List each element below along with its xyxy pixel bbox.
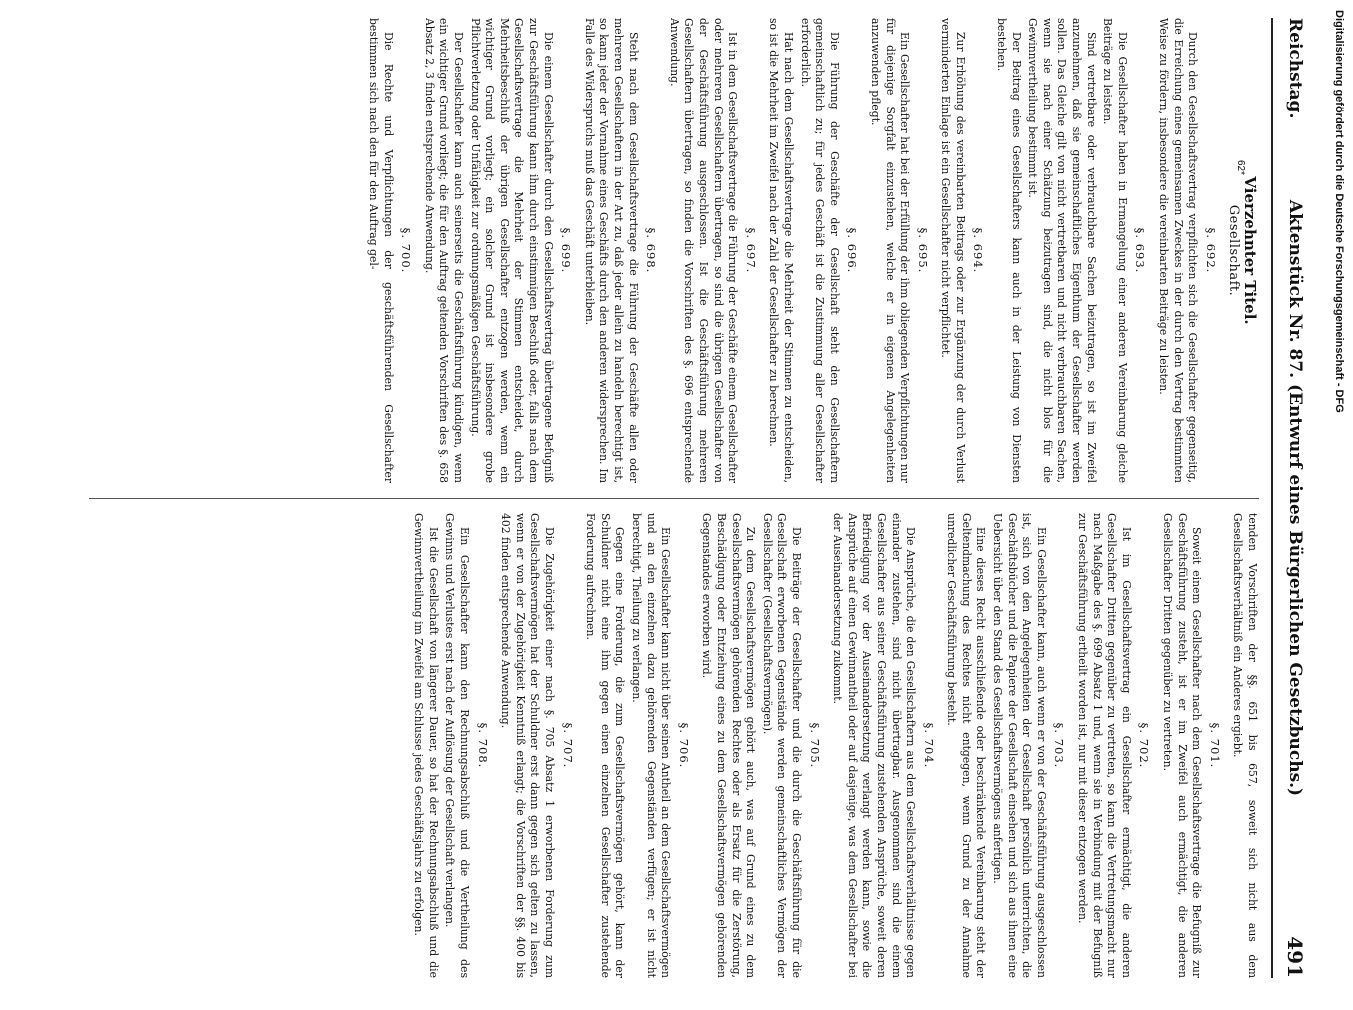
section-heading: §. 693. [1133, 227, 1148, 274]
section-heading: §. 704. [921, 722, 936, 769]
section-heading: §. 695. [915, 227, 930, 274]
paragraph: Soweit einem Gesellschafter nach dem Gesellschaftsvertrage die Befugniß zur Geschäftsführung zusteht, ist er im Zweifel auch ermächtigt, die anderen Gesellschafter Dritten gegenüber zu vertreten. [1161, 513, 1204, 978]
running-header [1275, 18, 1315, 978]
section-heading: §. 696. [845, 227, 860, 274]
paragraph: Ist die Gesellschaft von längerer Dauer, so hat der Rechnungsabschluß und die Gewinnvertheilung im Zweifel am Schlusse jedes Geschäftsjahrs zu erfolgen. [412, 513, 440, 978]
left-column [79, 18, 1259, 483]
paragraph: Durch den Gesellschaftsvertrag verpflichten sich die Gesellschafter gegenseitig, die Erreichung eines gemeinsamen Zweckes in der durch den Vertrag bestimmten Weise zu fördern, insbesondere die vereinbarten Beiträge zu leisten. [1157, 18, 1200, 483]
column-divider [89, 498, 1259, 499]
section-heading: §. 703. [1052, 722, 1067, 769]
page-number: 491 [1283, 936, 1307, 978]
margin-note [1325, 0, 1345, 1000]
paragraph: Ein Gesellschafter hat bei der Erfüllung der ihm obliegenden Verpflichtungen nur für diejenige Sorgfalt einzustehen, welche er in eigenen Angelegenheiten anzuwenden pflegt. [868, 18, 912, 483]
paragraph: Die Ansprüche, die den Gesellschaftern aus dem Gesellschaftsverhältnisse gegen einander zustehen, sind nicht übertragbar. Ausgenommen sind die einem Gesellschafter aus seiner Geschäftsführung zustehenden Ansprüche, soweit deren Befriedigung vor der Auseinandersetzung verlangt werden kann, sowie die Ansprüche auf einen Gewinnantheil oder auf dasjenige, was dem Gesellschafter bei der Auseinandersetzung zukommt. [831, 513, 918, 978]
chapter-subtitle: Gesellschaft. [1226, 204, 1242, 297]
section-heading: §. 707. [560, 722, 575, 769]
section-heading: §. 706. [676, 722, 691, 769]
paragraph: Ein Gesellschafter kann, auch wenn er von der Geschäftsführung ausgeschlossen ist, sich von den Angelegenheiten der Gesellschaft persönlich unterrichten, die Geschäftsbücher und die Papiere der Gesellschaft einsehen und sich aus ihnen eine Uebersicht über den Stand des Gesellschaftsvermögens anfertigen. [991, 513, 1048, 978]
signature-mark: 62* [1235, 159, 1247, 176]
chapter-title: Vierzehnter Titel. [1241, 176, 1259, 325]
section-heading: §. 700. [399, 227, 414, 274]
paragraph: Die Führung der Geschäfte der Gesellschaft steht den Gesellschaftern gemeinschaftlich zu; für jedes Geschäft ist die Zustimmung aller Gesellschafter erforderlich. [798, 18, 841, 483]
section-heading: §. 708. [475, 722, 490, 769]
paragraph: Ist in dem Gesellschaftsvertrage die Führung der Geschäfte einem Gesellschafter oder mehreren Gesellschaftern übertragen, so sind die übrigen Gesellschafter von der Geschäftsführung ausgeschlossen. Ist die Geschäftsführung mehreren Gesellschaftern übertragen, so finden die Vorschriften des §. 696 entsprechende Anwendung. [667, 18, 740, 483]
paragraph: Der Beitrag eines Gesellschafters kann auch in der Leistung von Diensten bestehen. [995, 18, 1023, 483]
header-center: Aktenstück Nr. 87. (Entwurf eines Bürgerlichen Gesetzbuchs.) [1285, 199, 1305, 797]
paragraph: Zu dem Gesellschaftsvermögen gehört auch, was auf Grund eines zu dem Gesellschaftsvermögen gehörenden Rechtes oder als Ersatz für die Zerstörung, Beschädigung oder Entziehung eines zu dem Gesellschaftsvermögen gehörenden Gegenstandes erworben wird. [700, 513, 758, 978]
header-rule [1271, 18, 1273, 978]
section-heading: §. 701. [1207, 722, 1222, 769]
paragraph: Die Zugehörigkeit einer nach §. 705 Absatz 1 erworbenen Forderung zum Gesellschaftsvermögen hat der Schuldner erst dann gegen sich gelten zu lassen, wenn er von der Zugehörigkeit Kenntniß erlangt; die Vorschriften der §§. 400 bis 402 finden entsprechende Anwendung. [499, 513, 557, 978]
section-heading: §. 692. [1203, 227, 1218, 274]
header-left: Reichstag. [1285, 18, 1305, 119]
section-heading: §. 697. [743, 227, 758, 274]
paragraph: Gegen eine Forderung, die zum Gesellschaftsvermögen gehört, kann der Schuldner nicht eine ihm gegen einen einzelnen Gesellschafter zustehende Forderung aufrechnen. [584, 513, 627, 978]
right-column [79, 513, 1259, 978]
rotated-page [35, 18, 1315, 978]
paragraph: tenden Vorschriften der §§. 651 bis 657, soweit sich nicht aus dem Gesellschaftsverhältniß ein Anderes ergiebt. [1231, 513, 1259, 978]
paragraph: Die einem Gesellschafter durch den Gesellschaftsvertrag übertragene Befugniß zur Geschäftsführung kann ihm durch einstimmigen Beschluß oder, falls nach dem Gesellschaftsvertrage die Mehrheit der Stimmen entscheidet, durch Mehrheitsbeschluß der übrigen Gesellschafter entzogen werden, wenn ein wichtiger Grund vorliegt; ein solcher Grund ist insbesondere grobe Pflichtverletzung oder Unfähigkeit zur ordnungsmäßigen Geschäftsführung. [468, 18, 555, 483]
paragraph: Ist im Gesellschaftsvertrag ein Gesellschafter ermächtigt, die anderen Gesellschafter Dritten gegenüber zu vertreten, so kann die Vertretungsmacht nur nach Maßgabe des §. 699 Absatz 1 und, wenn sie in Verbindung mit der Befugniß zur Geschäftsführung ertheilt worden ist, nur mit dieser entzogen werden. [1076, 513, 1133, 978]
paragraph: Hat nach dem Gesellschaftsvertrage die Mehrheit der Stimmen zu entscheiden, so ist die Mehrheit im Zweifel nach der Zahl der Gesellschafter zu berechnen. [767, 18, 795, 483]
margin-note-text: Digitalisierung gefördert durch die Deutsche Forschungsgemeinschaft - DFG [1333, 10, 1345, 413]
section-heading: §. 699. [559, 227, 574, 274]
paragraph: Zur Erhöhung des vereinbarten Beitrags oder zur Ergänzung der durch Verlust verminderten Einlage ist ein Gesellschafter nicht verpflichtet. [939, 18, 967, 483]
section-heading: §. 702. [1137, 722, 1152, 769]
section-heading: §. 694. [971, 227, 986, 274]
paragraph: Die Rechte und Verpflichtungen der geschäftsführenden Gesellschafter bestimmen sich nach den für den Auftrag gel- [367, 18, 395, 483]
paragraph: Ein Gesellschafter kann nicht über seinen Antheil an dem Gesellschaftsvermögen und an den einzelnen dazu gehörenden Gegenständen verfügen; er ist nicht berechtigt, Theilung zu verlangen. [630, 513, 673, 978]
section-heading: §. 705. [807, 722, 822, 769]
paragraph: Sind vertretbare oder verbrauchbare Sachen beizutragen, so ist im Zweifel anzunehmen, daß sie gemeinschaftliches Eigenthum der Gesellschafter werden sollen. Das Gleiche gilt von nicht vertretbaren und nicht verbrauchbaren Sachen, wenn sie nach einer Schätzung beizutragen sind, die nicht blos für die Gewinnvertheilung bestimmt ist. [1026, 18, 1098, 483]
paragraph: Die Beiträge der Gesellschafter und die durch die Geschäftsführung für die Gesellschaft erworbenen Gegenstände werden gemeinschaftliches Vermögen der Gesellschafter (Gesellschaftsvermögen). [760, 513, 803, 978]
paragraph: Eine dieses Recht ausschließende oder beschränkende Vereinbarung steht der Geltendmachung des Rechtes nicht entgegen, wenn Grund zu der Annahme unredlicher Geschäftsführung besteht. [945, 513, 988, 978]
section-heading: §. 698. [644, 227, 659, 274]
paragraph: Der Gesellschafter kann auch seinerseits die Geschäftsführung kündigen, wenn ein wichtiger Grund vorliegt; die für den Auftrag geltenden Vorschriften des §. 658 Absatz 2, 3 finden entsprechende Anwendung. [422, 18, 466, 483]
paragraph: Die Gesellschafter haben in Ermangelung einer anderen Vereinbarung gleiche Beiträge zu leisten. [1101, 18, 1129, 483]
paragraph: Steht nach dem Gesellschaftsvertrage die Führung der Geschäfte allen oder mehreren Gesellschaftern in der Art zu, daß jeder allein zu handeln berechtigt ist, so kann jeder der Vornahme eines Geschäfts durch den anderen widersprechen. Im Falle des Widerspruchs muß das Geschäft unterbleiben. [582, 18, 640, 483]
paragraph: Ein Gesellschafter kann den Rechnungsabschluß und die Vertheilung des Gewinns und Verlustes erst nach der Auflösung der Gesellschaft verlangen. [443, 513, 472, 978]
